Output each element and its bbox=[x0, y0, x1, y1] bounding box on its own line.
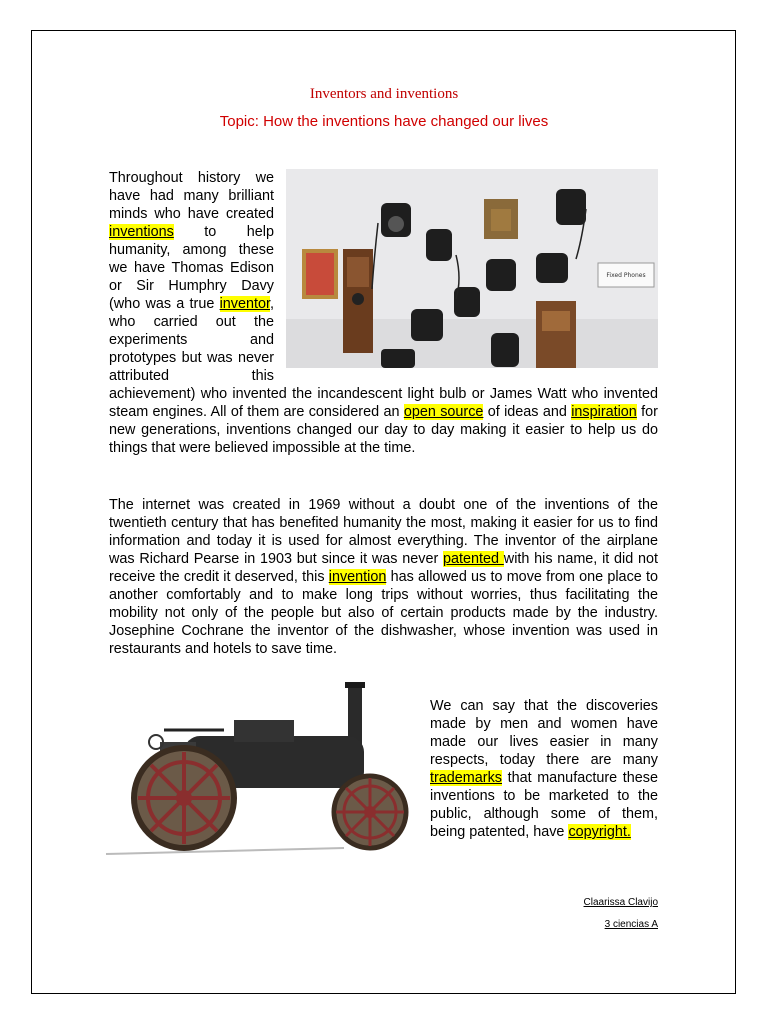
paragraph-3: We can say that the discoveries made by men and women have made our lives easier in many respects, today there are many trademarks that manufacture these inventions to be marketed to the public, although some of them, being patented, have copyright. bbox=[430, 698, 658, 840]
paragraph-2: The internet was created in 1969 without a doubt one of the inventions of the twentieth century that has benefited humanity the most, making it easier for us to find information and today it is used for almost everything. The inventor of the airplane was Richard Pearse in 1903 but since it was never patented with his name, it did not receive the credit it deserved, this invention has allowed us to move from one place to another comfortably and to make long trips without worries, thus facilitating the mobility not only of the people but also of certain products made by the industry. Josephine Cochrane the inventor of the dishwasher, whose invention was used in restaurants and hotels to save time. bbox=[109, 497, 658, 657]
steam-traction-engine-photo bbox=[104, 680, 414, 860]
antique-telephones-photo bbox=[286, 169, 658, 368]
author-class: 3 ciencias A bbox=[604, 919, 658, 930]
document-title: Inventors and inventions bbox=[309, 86, 459, 102]
document-topic: Topic: How the inventions have changed our lives bbox=[219, 113, 549, 130]
phones-sign-text: Fixed Phones bbox=[606, 272, 646, 279]
paragraph-1: Fixed Phones Throughout history we have had many brilliant minds who have created inventions to help humanity, among these we have Thomas Edison or Sir Humphry Davy (who was a true inventor, who carried out the experiments and prototypes but was never attributed this achievement) who invented the incandescent light bulb or James Watt who invented steam engines. All of them are considered an open source of ideas and inspiration for new generations, inventions changed our day to day making it easier to help us do things that were believed impossible at the time. bbox=[109, 170, 658, 456]
author-name: Claarissa Clavijo bbox=[583, 897, 658, 908]
